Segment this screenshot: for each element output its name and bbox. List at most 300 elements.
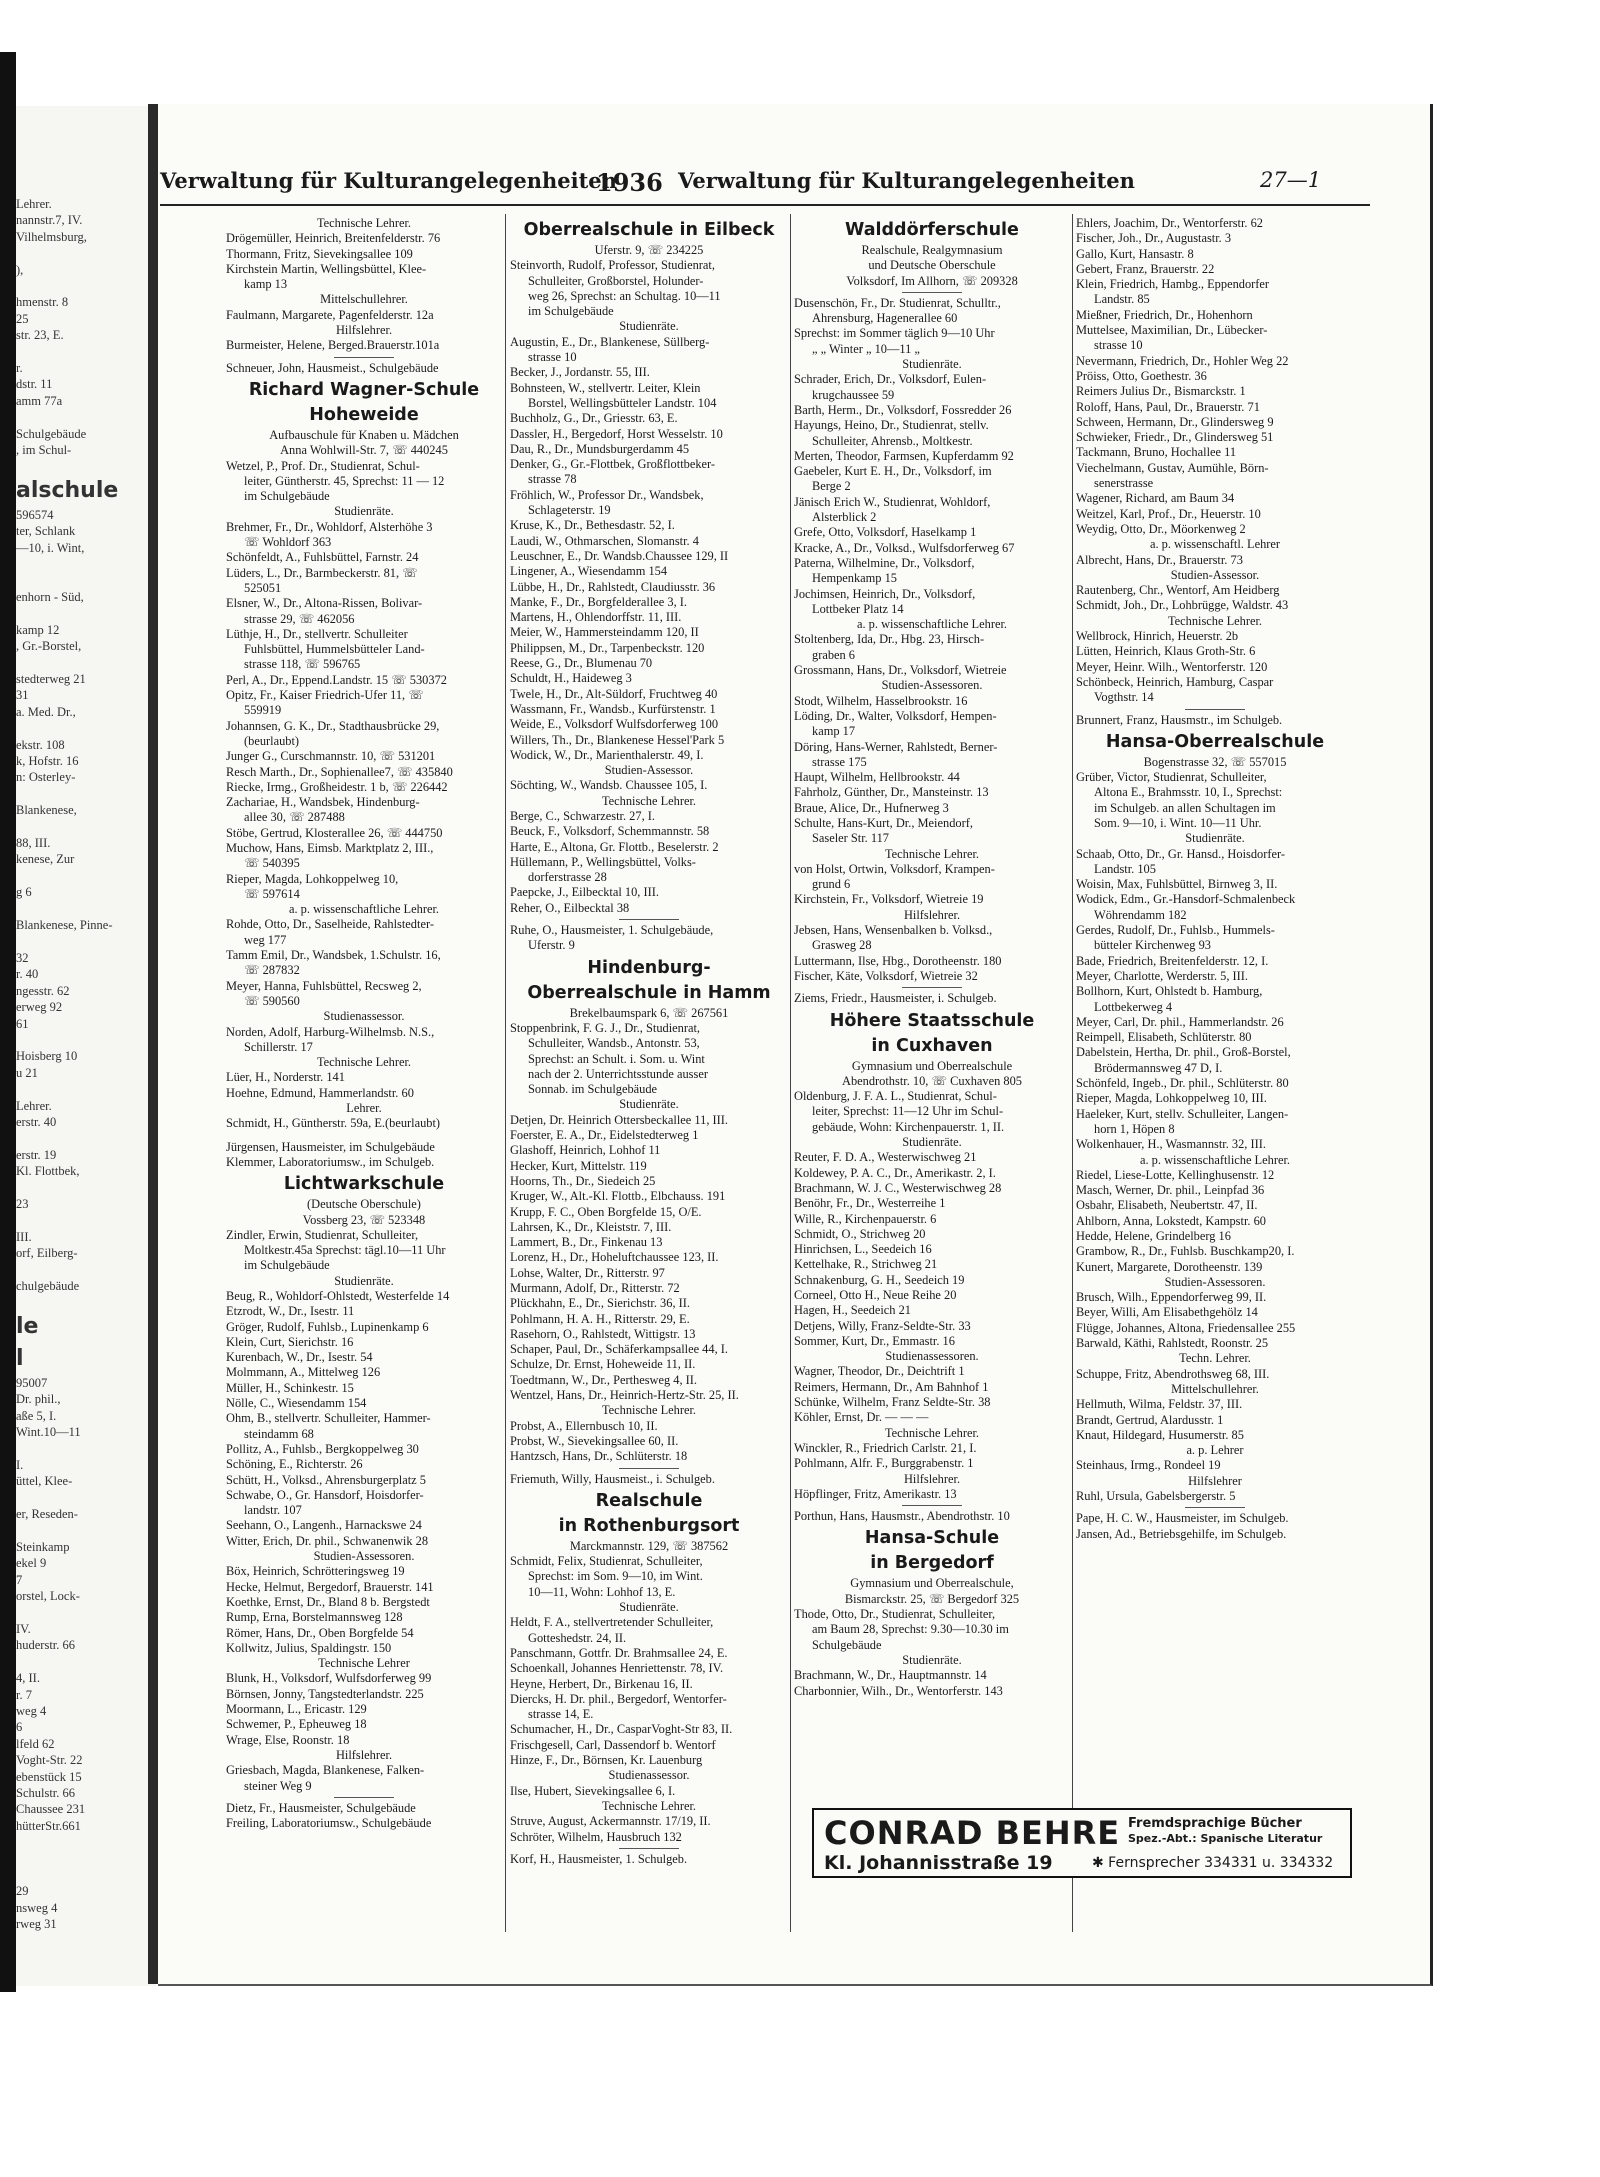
staff-entry: von Holst, Ortwin, Volksdorf, Krampen- (794, 861, 995, 876)
staff-entry: Reimpell, Elisabeth, Schlüterstr. 80 (1076, 1030, 1252, 1045)
left-fragment-line: Kl. Flottbek, (16, 1164, 80, 1179)
left-fragment-line: alschule (16, 477, 119, 503)
staff-entry: Fischer, Käte, Volksdorf, Wietreie 32 (794, 968, 978, 983)
entry-continuation: allee 30, ☏ 287488 (244, 810, 345, 825)
staff-entry: Hecker, Kurt, Mittelstr. 119 (510, 1158, 647, 1173)
left-fragment-line: , im Schul- (16, 443, 72, 458)
staff-entry: Muchow, Hans, Eimsb. Marktplatz 2, III., (226, 840, 434, 855)
staff-entry: Gröger, Rudolf, Fuhlsb., Lupinenkamp 6 (226, 1319, 429, 1334)
entry-continuation: gebäude, Wohn: Kirchenpauerstr. 1, II. (812, 1119, 1005, 1134)
left-fragment-line: Hoisberg 10 (16, 1049, 78, 1064)
staff-entry: Wellbrock, Hinrich, Heuerstr. 2b (1076, 629, 1239, 644)
left-fragment-line: nsweg 4 (16, 1900, 58, 1915)
staff-entry: Berge, C., Schwarzestr. 27, I. (510, 808, 655, 823)
staff-entry: Schmidt, O., Strichweg 20 (794, 1226, 926, 1241)
staff-entry: Dabelstein, Hertha, Dr. phil., Groß-Borstel, (1076, 1045, 1291, 1060)
staff-entry: Nölle, C., Wiesendamm 154 (226, 1396, 367, 1411)
page-header (160, 168, 1360, 198)
entry-continuation: weg 177 (244, 932, 287, 947)
staff-entry: Haupt, Wilhelm, Hellbrookstr. 44 (794, 770, 960, 785)
staff-category-heading: a. p. wissenschaftliche Lehrer. (288, 902, 439, 917)
column-divider (1072, 214, 1073, 1932)
left-fragment-line: IV. (16, 1621, 31, 1636)
staff-entry: Laudi, W., Othmarschen, Slomanstr. 4 (510, 533, 699, 548)
staff-entry: Kruger, W., Alt.-Kl. Flottb., Elbchauss. 191 (510, 1189, 726, 1204)
left-fragment-line: chulgebäude (16, 1279, 80, 1293)
staff-entry: Wodick, W., Dr., Marienthalerstr. 49, I. (510, 747, 704, 762)
left-fragment-line: lfeld 62 (16, 1736, 55, 1751)
left-fragment-line: 31 (16, 688, 29, 703)
left-fragment-line (16, 1654, 150, 1670)
left-fragment-line (16, 1867, 150, 1883)
section-separator (619, 1848, 679, 1849)
left-fragment-line: III. (16, 1229, 32, 1244)
staff-entry: Wassmann, Fr., Wandsb., Kurfürstenstr. 1 (510, 701, 716, 716)
left-fragment-line (16, 344, 150, 360)
staff-entry: Riedel, Liese-Lotte, Kellinghusenstr. 12 (1076, 1167, 1275, 1182)
school-address: Gymnasium und Oberrealschule, (850, 1576, 1014, 1591)
entry-continuation: weg 26, Sprechst: an Schultag. 10—11 (528, 288, 721, 303)
staff-entry: Löding, Dr., Walter, Volksdorf, Hempen- (794, 708, 997, 723)
entry-continuation: 559919 (244, 703, 282, 718)
staff-entry: Becker, J., Jordanstr. 55, III. (510, 365, 650, 380)
left-fragment-line: l (16, 1345, 24, 1371)
staff-entry: Rieper, Magda, Lohkoppelweg 10, III. (1076, 1091, 1267, 1106)
school-address: Bismarckstr. 25, ☏ Bergedorf 325 (844, 1591, 1020, 1606)
staff-entry: Meyer, Heinr. Wilh., Wentorferstr. 120 (1076, 659, 1268, 674)
left-fragment-line: u 21 (16, 1065, 38, 1080)
staff-entry: Weitzel, Karl, Prof., Dr., Heuerstr. 10 (1076, 506, 1261, 521)
ad-subtagline: Spez.-Abt.: Spanische Literatur (1128, 1832, 1323, 1845)
entry-continuation: im Schulgeb. an allen Schultagen im (1094, 800, 1276, 815)
entry-continuation: ☏ 540395 (244, 856, 300, 871)
entry-continuation: ☏ 590560 (244, 993, 300, 1008)
left-fragment-line (16, 1180, 150, 1196)
staff-entry: Lohse, Walter, Dr., Ritterstr. 97 (510, 1265, 665, 1280)
directory-column-2 (510, 216, 788, 1867)
left-fragment-line: orf, Eilberg- (16, 1246, 78, 1261)
staff-entry: Brusch, Wilh., Eppendorferweg 99, II. (1076, 1290, 1267, 1305)
left-fragment-line: dstr. 11 (16, 377, 53, 392)
ad-company-name: CONRAD BEHRE (824, 1814, 1121, 1852)
header-left-title: Verwaltung für Kulturangelegenheiten (160, 168, 617, 193)
staff-category-heading: Studien-Assessoren. (881, 678, 983, 693)
school-heading: in Bergedorf (870, 1553, 994, 1574)
staff-entry: Manke, F., Dr., Borgfelderallee 3, I. (510, 594, 688, 609)
staff-entry: Gaebeler, Kurt E. H., Dr., Volksdorf, im (794, 464, 992, 479)
staff-entry: Lorenz, H., Dr., Hoheluftchaussee 123, II. (510, 1250, 719, 1265)
staff-entry: Wolkenhauer, H., Wasmannstr. 32, III. (1076, 1137, 1266, 1152)
staff-entry: Woisin, Max, Fuhlsbüttel, Birnweg 3, II. (1076, 877, 1278, 892)
staff-category-heading: Studienräte. (619, 319, 679, 334)
staff-entry: Brandt, Gertrud, Alardusstr. 1 (1076, 1412, 1224, 1427)
staff-category-heading: Hilfslehrer. (903, 907, 961, 922)
entry-continuation: Vogthstr. 14 (1094, 690, 1154, 705)
staff-entry: Porthun, Hans, Hausmstr., Abendrothstr. 10 (794, 1509, 1010, 1524)
school-heading: in Rothenburgsort (558, 1515, 740, 1536)
left-fragment-line: —10, i. Wint, (16, 540, 85, 555)
staff-entry: Klein, Curt, Sierichstr. 16 (226, 1334, 354, 1349)
entry-continuation: am Baum 28, Sprechst: 9.30—10.30 im (812, 1622, 1009, 1637)
staff-entry: Lübbe, H., Dr., Rahlstedt, Claudiusstr. 36 (510, 579, 716, 594)
book-spine (148, 104, 158, 1984)
left-fragment-line (16, 573, 150, 589)
staff-entry: Reuter, F. D. A., Westerwischweg 21 (794, 1150, 977, 1165)
left-page-margin (16, 106, 156, 1986)
section-separator (619, 919, 679, 920)
staff-entry: Faulmann, Margarete, Pagenfelderstr. 12a (226, 307, 434, 322)
entry-continuation: leiter, Sprechst: 11—12 Uhr im Schul- (812, 1104, 1004, 1119)
left-page-fragments (16, 196, 150, 1933)
staff-entry: Lingener, A., Wiesendamm 154 (510, 564, 668, 579)
left-fragment-line: ), (16, 262, 24, 277)
staff-entry: Schönbeck, Heinrich, Hamburg, Caspar (1076, 674, 1274, 689)
staff-entry: Ohm, B., stellvertr. Schulleiter, Hammer- (226, 1411, 431, 1426)
staff-entry: Leuschner, E., Dr. Wandsb.Chaussee 129, II (510, 548, 729, 563)
left-fragment-line: Blankenese, (16, 803, 77, 818)
entry-continuation: Schlageterstr. 19 (528, 503, 611, 518)
section-separator (902, 292, 962, 293)
staff-entry: Griesbach, Magda, Blankenese, Falken- (226, 1763, 425, 1778)
staff-entry: Brunnert, Franz, Hausmstr., im Schulgeb. (1076, 712, 1283, 727)
staff-category-heading: Techn. Lehrer. (1179, 1351, 1251, 1366)
left-fragment-line (16, 901, 150, 917)
staff-entry: Weide, E., Volksdorf Wulfsdorferweg 100 (510, 717, 719, 732)
left-fragment-line: aße 5, I. (16, 1408, 57, 1423)
staff-entry: Brachmann, W. J. C., Westerwischweg 28 (794, 1180, 1002, 1195)
directory-column-1 (226, 216, 502, 1831)
section-separator (1185, 1507, 1245, 1508)
staff-entry: Bade, Friedrich, Breitenfelderstr. 12, I. (1076, 953, 1269, 968)
staff-entry: Ruhe, O., Hausmeister, 1. Schulgebäude, (510, 923, 714, 938)
left-fragment-line: hmenstr. 8 (16, 295, 69, 310)
staff-entry: Diercks, H. Dr. phil., Bergedorf, Wentorfer- (510, 1691, 727, 1706)
staff-entry: Schönfeldt, A., Fuhlsbüttel, Farnstr. 24 (226, 550, 419, 565)
staff-entry: Braue, Alice, Dr., Hufnerweg 3 (794, 800, 949, 815)
staff-entry: Merten, Theodor, Farmsen, Kupferdamm 92 (794, 448, 1014, 463)
staff-entry: Schwieker, Friedr., Dr., Glindersweg 51 (1076, 430, 1274, 445)
left-fragment-line: I. (16, 1457, 24, 1472)
school-address: Anna Wohlwill-Str. 7, ☏ 440245 (280, 443, 448, 458)
staff-category-heading: Hilfslehrer. (335, 323, 393, 338)
left-fragment-line: 596574 (16, 507, 54, 522)
staff-entry: Philippsen, M., Dr., Tarpenbeckstr. 120 (510, 640, 705, 655)
staff-entry: Lütten, Heinrich, Klaus Groth-Str. 6 (1076, 644, 1256, 659)
staff-entry: Frischgesell, Carl, Dassendorf b. Wentorf (510, 1737, 716, 1752)
staff-entry: Albrecht, Hans, Dr., Brauerstr. 73 (1076, 552, 1243, 567)
staff-entry: Schuppe, Fritz, Abendrothsweg 68, III. (1076, 1366, 1270, 1381)
entry-continuation: strasse 78 (528, 472, 577, 487)
staff-entry: Wrage, Else, Roonstr. 18 (226, 1732, 350, 1747)
entry-continuation: ☏ 597614 (244, 886, 300, 901)
left-fragment-line (16, 278, 150, 294)
staff-entry: Jebsen, Hans, Wensenbalken b. Volksd., (794, 923, 993, 938)
staff-entry: Probst, A., Ellernbusch 10, II. (510, 1418, 658, 1433)
left-fragment-line: 6 (16, 1720, 23, 1735)
directory-column-3 (794, 216, 1070, 1699)
staff-entry: Stöbe, Gertrud, Klosterallee 26, ☏ 444750 (226, 825, 443, 840)
entry-continuation: Schulgebäude (812, 1637, 882, 1652)
directory-column-4 (1076, 216, 1354, 1542)
staff-entry: Grefe, Otto, Volksdorf, Haselkamp 1 (794, 525, 977, 540)
left-fragment-line: 4, II. (16, 1671, 40, 1686)
left-fragment-line: 25 (16, 311, 29, 326)
entry-continuation: Schulleiter, Großborstel, Holunder- (528, 273, 704, 288)
school-heading: Oberrealschule in Eilbeck (523, 220, 775, 240)
left-fragment-line: r. 40 (16, 967, 39, 982)
staff-entry: Dietz, Fr., Hausmeister, Schulgebäude (226, 1800, 416, 1815)
staff-entry: Brachmann, W., Dr., Hauptmannstr. 14 (794, 1668, 987, 1683)
staff-entry: Söchting, W., Wandsb. Chaussee 105, I. (510, 778, 708, 793)
entry-continuation: kamp 17 (812, 724, 856, 739)
staff-entry: Weydig, Otto, Dr., Möorkenweg 2 (1076, 521, 1246, 536)
staff-entry: Seehann, O., Langenh., Harnackswe 24 (226, 1518, 422, 1533)
staff-entry: Rohde, Otto, Dr., Saselheide, Rahlstedter- (226, 917, 434, 932)
staff-entry: Molmmann, A., Mittelweg 126 (226, 1365, 381, 1380)
staff-entry: Reese, G., Dr., Blumenau 70 (510, 656, 653, 671)
staff-category-heading: Technische Lehrer (318, 1656, 410, 1671)
header-rule (160, 204, 1370, 206)
left-fragment-line: orstel, Lock- (16, 1589, 80, 1604)
entry-continuation: senerstrasse (1094, 476, 1154, 491)
staff-entry: Krupp, F. C., Oben Borgfelde 15, O/E. (510, 1204, 702, 1219)
staff-entry: Osbahr, Elisabeth, Neubertstr. 47, II. (1076, 1198, 1258, 1213)
staff-category-heading: a. p. Lehrer (1186, 1443, 1244, 1458)
entry-continuation: leiter, Güntherstr. 45, Sprechst: 11 — 12 (244, 473, 445, 488)
staff-entry: Schoenkall, Johannes Henriettenstr. 78, IV. (510, 1661, 724, 1676)
school-heading: Hoheweide (309, 404, 419, 425)
staff-entry: Kirchstein Martin, Wellingsbüttel, Klee- (226, 261, 427, 276)
left-fragment-line: 61 (16, 1016, 29, 1031)
staff-entry: Kruse, K., Dr., Bethesdastr. 52, I. (510, 518, 675, 533)
staff-entry: Höpflinger, Fritz, Amerikastr. 13 (794, 1486, 957, 1501)
left-fragment-line: erstr. 40 (16, 1114, 57, 1129)
left-fragment-line (16, 786, 150, 802)
school-heading: Lichtwarkschule (283, 1174, 445, 1195)
entry-continuation: strasse 14, E. (528, 1707, 594, 1722)
entry-continuation: Gotteshedstr. 24, II. (528, 1630, 627, 1645)
staff-entry: Ruhl, Ursula, Gabelsbergerstr. 5 (1076, 1489, 1236, 1504)
entry-continuation: Landstr. 105 (1094, 861, 1156, 876)
staff-entry: Detjen, Dr. Heinrich Ottersbeckallee 11, III. (510, 1112, 729, 1127)
entry-continuation: im Schulgebäude (528, 304, 614, 319)
left-fragment-line: 95007 (16, 1375, 48, 1390)
left-fragment-line (16, 1294, 150, 1310)
staff-entry: Thormann, Fritz, Sievekingsallee 109 (226, 246, 413, 261)
staff-entry: Perl, A., Dr., Eppend.Landstr. 15 ☏ 530372 (226, 672, 447, 687)
staff-entry: Böx, Heinrich, Schrötteringsweg 19 (226, 1564, 405, 1579)
staff-entry: Schrader, Erich, Dr., Volksdorf, Eulen- (794, 372, 987, 387)
staff-entry: Plückhahn, E., Dr., Sierichstr. 36, II. (510, 1296, 690, 1311)
left-fragment-line: er, Reseden- (16, 1507, 78, 1522)
staff-entry: Twele, H., Dr., Alt-Süldorf, Fruchtweg 40 (510, 686, 718, 701)
staff-entry: Rump, Erna, Borstelmannsweg 128 (226, 1610, 403, 1625)
staff-entry: Knaut, Hildegard, Husumerstr. 85 (1076, 1427, 1244, 1442)
staff-entry: Reher, O., Eilbecktal 38 (510, 900, 630, 915)
section-separator (334, 1797, 394, 1798)
staff-category-heading: Hilfslehrer. (335, 1747, 393, 1762)
section-separator (902, 1505, 962, 1506)
staff-category-heading: Mittelschullehrer. (320, 292, 408, 307)
staff-entry: Schmidt, Joh., Dr., Lohbrügge, Waldstr. 43 (1076, 598, 1289, 613)
entry-continuation: Ahrensburg, Hagenerallee 60 (812, 311, 958, 326)
staff-entry: Nevermann, Friedrich, Dr., Hohler Weg 22 (1076, 353, 1289, 368)
staff-entry: Paepcke, J., Eilbecktal 10, III. (510, 885, 659, 900)
staff-entry: Schuldt, H., Haideweg 3 (510, 671, 632, 686)
staff-entry: Luttermann, Ilse, Hbg., Dorotheenstr. 180 (794, 953, 1002, 968)
staff-entry: Tackmann, Bruno, Hochallee 11 (1076, 445, 1237, 460)
staff-entry: Gerdes, Rudolf, Dr., Fuhlsb., Hummels- (1076, 923, 1275, 938)
staff-entry: Meier, W., Hammersteindamm 120, II (510, 625, 699, 640)
entry-continuation: Landstr. 85 (1094, 292, 1150, 307)
left-fragment-line: Voght-Str. 22 (16, 1753, 83, 1768)
left-fragment-line: üttel, Klee- (16, 1474, 73, 1489)
left-fragment-line: erweg 92 (16, 1000, 63, 1015)
left-fragment-line (16, 819, 150, 835)
school-address: Marckmannstr. 129, ☏ 387562 (569, 1538, 729, 1553)
school-address: Volksdorf, Im Allhorn, ☏ 209328 (846, 273, 1018, 288)
entry-continuation: steiner Weg 9 (244, 1778, 312, 1793)
header-page-number: 27—1 (1260, 168, 1322, 192)
school-heading: Walddörferschule (845, 220, 1019, 240)
entry-continuation: Sprechst: im Som. 9—10, im Wint. (528, 1569, 703, 1584)
staff-entry: Dassler, H., Bergedorf, Horst Wesselstr. 10 (510, 426, 723, 441)
staff-entry: Beug, R., Wohldorf-Ohlstedt, Westerfelde 14 (226, 1289, 450, 1303)
staff-category-heading: Studien-Assessor. (604, 763, 694, 778)
entry-continuation: Hempenkamp 15 (812, 571, 897, 586)
staff-entry: Kracke, A., Dr., Volksd., Wulfsdorferweg 67 (794, 540, 1015, 555)
entry-continuation: Sonnab. im Schulgebäude (528, 1082, 658, 1097)
staff-entry: Stoltenberg, Ida, Dr., Hbg. 23, Hirsch- (794, 632, 985, 647)
section-separator (619, 1468, 679, 1469)
school-heading: in Cuxhaven (871, 1035, 993, 1056)
left-fragment-line: huderstr. 66 (16, 1638, 76, 1653)
school-address: und Deutsche Oberschule (868, 258, 996, 273)
left-fragment-line: ngesstr. 62 (16, 983, 70, 998)
entry-continuation: strasse 175 (812, 754, 867, 769)
entry-continuation: ☏ Wohldorf 363 (244, 535, 332, 550)
staff-entry: Brehmer, Fr., Dr., Wohldorf, Alsterhöhe 3 (226, 519, 433, 534)
staff-entry: Zachariae, H., Wandsbek, Hindenburg- (226, 795, 420, 810)
staff-entry: Steinvorth, Rudolf, Professor, Studienrat, (510, 258, 715, 273)
left-fragment-line: r. 7 (16, 1687, 32, 1702)
left-fragment-line: Dr. phil., (16, 1392, 61, 1407)
entry-continuation: Schillerstr. 17 (244, 1039, 313, 1054)
staff-entry: Panschmann, Gottfr. Dr. Brahmsallee 24, E. (510, 1645, 728, 1660)
staff-entry: Meyer, Carl, Dr. phil., Hammerlandstr. 26 (1076, 1014, 1284, 1029)
spacer (226, 1132, 502, 1140)
staff-entry: Meyer, Charlotte, Werderstr. 5, III. (1076, 968, 1249, 983)
staff-category-heading: Studienräte. (902, 1652, 962, 1667)
entry-continuation: graben 6 (812, 647, 856, 662)
staff-entry: Ilse, Hubert, Sievekingsallee 6, I. (510, 1783, 676, 1798)
left-fragment-line: weg 4 (16, 1703, 47, 1718)
left-fragment-line: Steinkamp (16, 1539, 70, 1554)
left-fragment-line: stedterweg 21 (16, 671, 86, 686)
left-fragment-line: enhorn - Süd, (16, 589, 84, 604)
staff-entry: Schulze, Dr. Ernst, Hoheweide 11, II. (510, 1357, 696, 1372)
staff-entry: Barwald, Käthi, Rahlstedt, Roonstr. 25 (1076, 1336, 1269, 1351)
staff-entry: Burmeister, Helene, Berged.Brauerstr.101a (226, 338, 440, 353)
staff-entry: Schöning, E., Richterstr. 26 (226, 1457, 363, 1472)
staff-entry: Charbonnier, Wilh., Dr., Wentorferstr. 143 (794, 1683, 1003, 1698)
left-fragment-line (16, 720, 150, 736)
staff-entry: Fischer, Joh., Dr., Augustastr. 3 (1076, 231, 1232, 246)
staff-entry: Bohnsteen, W., stellvertr. Leiter, Klein (510, 380, 701, 395)
entry-continuation: Alsterblick 2 (812, 510, 877, 525)
left-fragment-line (16, 1605, 150, 1621)
staff-entry: Stoppenbrink, F. G. J., Dr., Studienrat, (510, 1020, 701, 1035)
left-fragment-line (16, 933, 150, 949)
staff-entry: Reimers Julius Dr., Bismarckstr. 1 (1076, 384, 1246, 399)
entry-continuation: ☏ 287832 (244, 963, 300, 978)
staff-entry: Blunk, H., Volksdorf, Wulfsdorferweg 99 (226, 1671, 432, 1686)
staff-entry: Rautenberg, Chr., Wentorf, Am Heidberg (1076, 583, 1280, 598)
staff-entry: Steinhaus, Irmg., Rondeel 19 (1076, 1458, 1221, 1473)
entry-continuation: Wöhrendamm 182 (1094, 907, 1187, 922)
entry-continuation: Brödermannsweg 47 D, I. (1094, 1060, 1223, 1075)
staff-entry: Wille, R., Kirchenpauerstr. 6 (794, 1211, 937, 1226)
entry-continuation: (beurlaubt) (244, 733, 300, 748)
school-address: Gymnasium und Oberrealschule (851, 1058, 1013, 1073)
staff-entry: Muttelsee, Maximilian, Dr., Lübecker- (1076, 323, 1268, 338)
left-fragment-line: Schulstr. 66 (16, 1785, 76, 1800)
entry-continuation: Uferstr. 9 (528, 938, 575, 953)
staff-entry: Denker, G., Gr.-Flottbek, Großflottbeker- (510, 457, 716, 472)
staff-entry: Ahlborn, Anna, Lokstedt, Kampstr. 60 (1076, 1213, 1266, 1228)
staff-entry: Schneuer, John, Hausmeist., Schulgebäude (226, 360, 439, 375)
left-fragment-line: ekstr. 108 (16, 737, 65, 752)
left-fragment-line (16, 556, 150, 572)
left-fragment-line: k, Hofstr. 16 (16, 754, 79, 768)
staff-entry: Hoorns, Th., Dr., Siedeich 25 (510, 1173, 656, 1188)
staff-entry: Witter, Erich, Dr. phil., Schwanenwik 28 (226, 1533, 429, 1548)
entry-continuation: Saseler Str. 117 (812, 831, 889, 846)
staff-category-heading: Studienassessor. (608, 1768, 690, 1783)
staff-category-heading: Technische Lehrer. (601, 1403, 697, 1418)
left-fragment-line: Wint.10—11 (16, 1425, 81, 1440)
school-address: Aufbauschule für Knaben u. Mädchen (269, 427, 459, 442)
column-divider (790, 214, 791, 1932)
left-fragment-line: g 6 (16, 885, 32, 900)
staff-entry: Ehlers, Joachim, Dr., Wentorferstr. 62 (1076, 216, 1264, 230)
staff-entry: Hecke, Helmut, Bergedorf, Brauerstr. 141 (226, 1579, 434, 1594)
school-heading: Hansa-Schule (864, 1528, 1000, 1549)
left-fragment-line (16, 868, 150, 884)
school-heading: Richard Wagner-Schule (248, 379, 480, 400)
staff-entry: Lahrsen, K., Dr., Kleiststr. 7, III. (510, 1219, 672, 1234)
school-heading: Hindenburg- (587, 957, 711, 978)
staff-entry: Schröter, Wilhelm, Hausbruch 132 (510, 1829, 682, 1844)
school-address: Abendrothstr. 10, ☏ Cuxhaven 805 (842, 1073, 1022, 1088)
staff-entry: Lüthje, H., Dr., stellvertr. Schulleiter (226, 626, 408, 641)
left-fragment-line: ter, Schlank (16, 524, 76, 539)
staff-entry: Schünke, Wilhelm, Franz Seldte-Str. 38 (794, 1395, 991, 1410)
entry-continuation: 525051 (244, 580, 282, 595)
staff-entry: Schnakenburg, G. H., Seedeich 19 (794, 1272, 965, 1287)
staff-entry: Wodick, Edm., Gr.-Hansdorf-Schmalenbeck (1076, 892, 1296, 907)
entry-continuation: Moltkestr.45a Sprechst: tägl.10—11 Uhr (244, 1243, 446, 1258)
staff-entry: Moormann, L., Ericastr. 129 (226, 1702, 367, 1717)
staff-entry: Hantzsch, Hans, Dr., Schlüterstr. 18 (510, 1449, 688, 1464)
entry-continuation: strasse 118, ☏ 596765 (244, 657, 361, 672)
staff-entry: Dau, R., Dr., Mundsburgerdamm 45 (510, 441, 690, 456)
staff-entry: Hedde, Helene, Grindelberg 16 (1076, 1229, 1231, 1243)
ad-tagline: Fremdsprachige Bücher (1128, 1816, 1302, 1831)
left-fragment-line: a. Med. Dr., (16, 704, 76, 719)
staff-entry: Kirchstein, Fr., Volksdorf, Wietreie 19 (794, 892, 984, 907)
staff-entry: Schaper, Paul, Dr., Schäferkampsallee 44, I. (510, 1342, 728, 1357)
